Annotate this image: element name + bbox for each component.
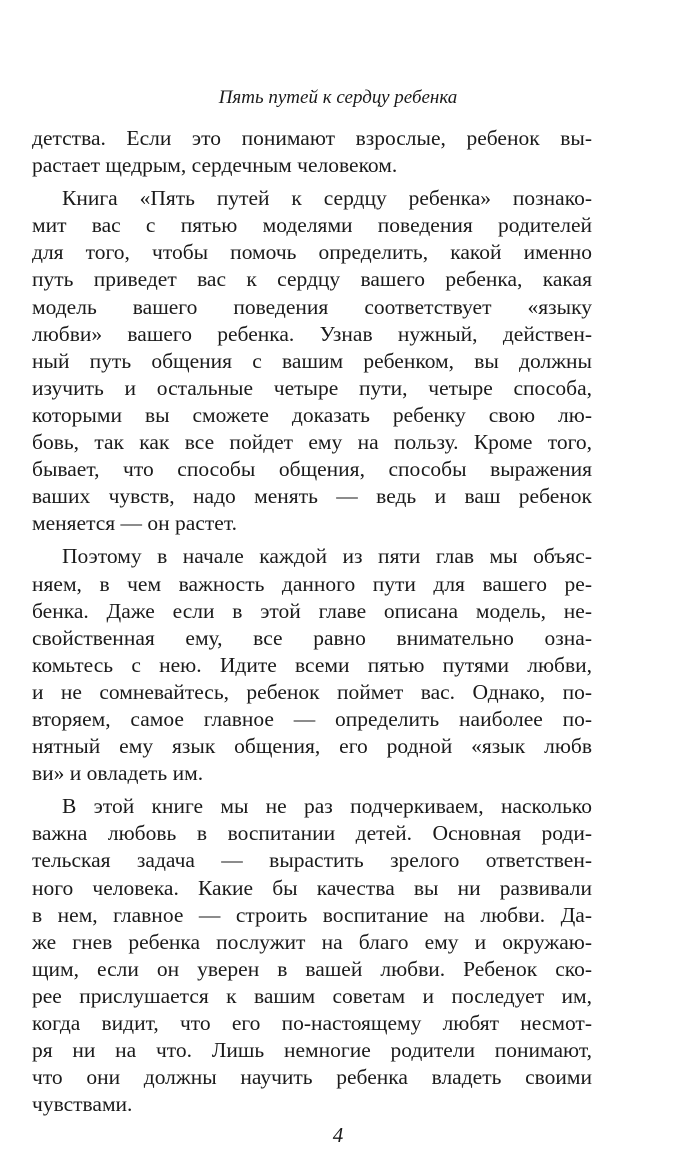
text-line: модель вашего поведения соответствует «языку [32, 294, 592, 319]
text-line: для того, чтобы помочь определить, какой именно [32, 240, 592, 265]
text-line: любви» вашего ребенка. Узнав нужный, действен- [32, 321, 592, 346]
text-line: щим, если он уверен в вашей любви. Ребенок ско- [32, 956, 592, 981]
text-line: бывает, что способы общения, способы выражения [32, 457, 592, 482]
text-line: комьтесь с нею. Идите всеми пятью путями любви, [32, 652, 592, 677]
text-line: когда видит, что его по-настоящему любят несмот- [32, 1011, 592, 1035]
text-line: бенка. Даже если в этой главе описана модель, не- [32, 598, 592, 623]
text-line: изучить и остальные четыре пути, четыре способа, [32, 375, 592, 400]
paragraph [32, 185, 592, 537]
text-line: ваших чувств, надо менять — ведь и ваш ребенок [32, 484, 592, 509]
text-line: что они должны научить ребенка владеть своими [32, 1065, 592, 1090]
text-line: ный путь общения с вашим ребенком, вы должны [32, 348, 592, 373]
text-line: ви» и овладеть им. [32, 761, 204, 786]
paragraph [32, 793, 592, 1118]
running-title: Пять путей к сердцу ребенка [218, 87, 458, 108]
body-text [32, 125, 592, 1124]
text-line: растает щедрым, сердечным человеком. [32, 153, 398, 178]
text-line: Книга «Пять путей к сердцу ребенка» познако- [62, 186, 592, 211]
text-line: В этой книге мы не раз подчеркиваем, насколько [62, 794, 592, 819]
text-line: бовь, так как все пойдет ему на пользу. Кроме того, [32, 430, 592, 455]
paragraph [32, 543, 592, 787]
page-number: 4 [332, 1123, 344, 1147]
text-line: же гнев ребенка послужит на благо ему и окружаю- [32, 929, 592, 954]
paragraph [32, 125, 592, 179]
text-line: ря ни на что. Лишь немногие родители понимают, [32, 1038, 592, 1063]
text-line: чувствами. [32, 1092, 133, 1117]
text-line: тельская задача — вырастить зрелого ответствен- [32, 848, 592, 873]
text-line: и не сомневайтесь, ребенок поймет вас. Однако, по- [32, 679, 592, 704]
text-line: которыми вы сможете доказать ребенку свою лю- [32, 402, 592, 427]
text-line: детства. Если это понимают взрослые, ребенок вы- [32, 126, 592, 150]
text-line: нятный ему язык общения, его родной «язык любв [32, 734, 592, 759]
text-line: путь приведет вас к сердцу вашего ребенка, какая [32, 267, 592, 292]
text-line: меняется — он растет. [32, 511, 237, 536]
text-line: свойственная ему, все равно внимательно озна- [32, 625, 592, 650]
text-line: няем, в чем важность данного пути для вашего ре- [32, 571, 592, 596]
text-line: в нем, главное — строить воспитание на любви. Да- [32, 902, 592, 927]
text-line: ного человека. Какие бы качества вы ни развивали [32, 875, 592, 900]
text-line: рее прислушается к вашим советам и последует им, [32, 983, 592, 1008]
text-line: важна любовь в воспитании детей. Основная роди- [32, 821, 592, 846]
text-line: мит вас с пятью моделями поведения родителей [32, 213, 592, 238]
text-line: Поэтому в начале каждой из пяти глав мы объяс- [62, 544, 592, 569]
text-line: вторяем, самое главное — определить наиболее по- [32, 706, 592, 731]
